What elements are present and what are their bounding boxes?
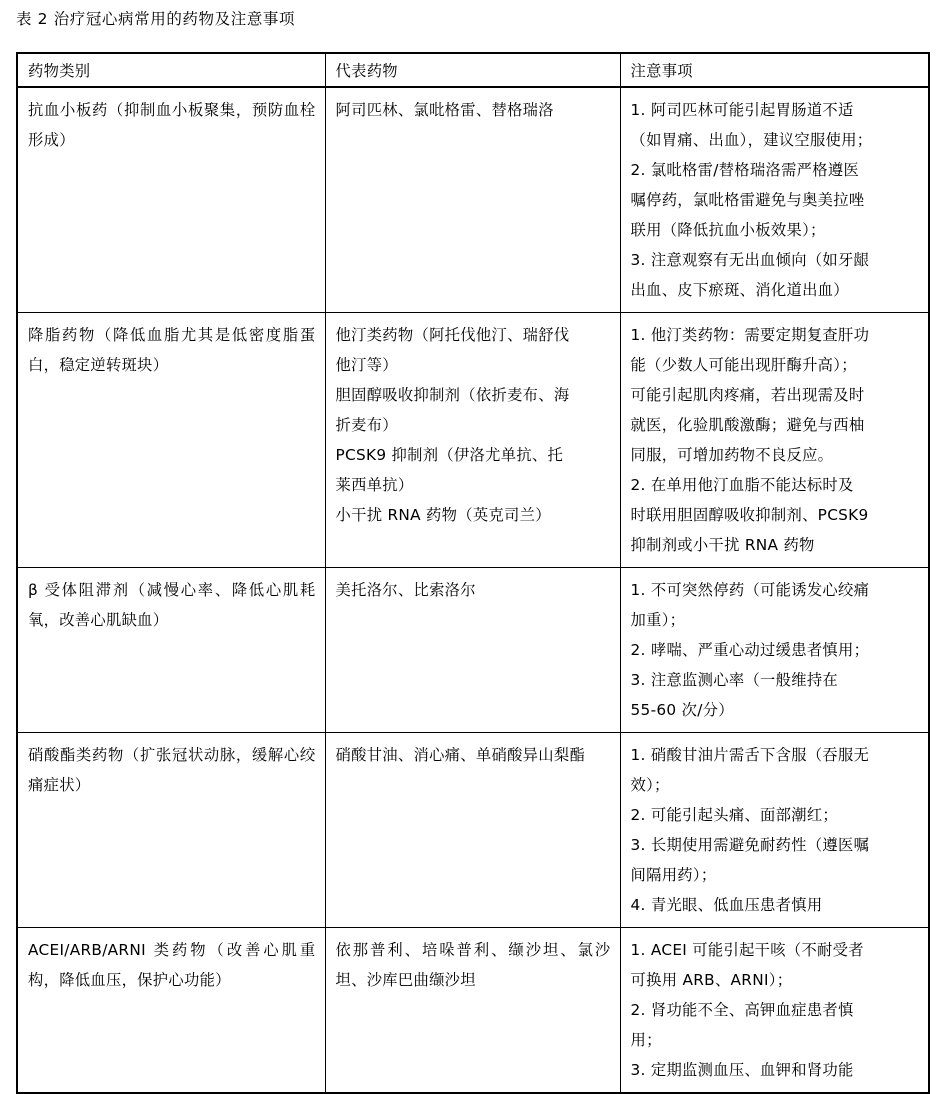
drug-line: 小干扰 RNA 药物（英克司兰） bbox=[335, 506, 551, 524]
note-line: 1. 硝酸甘油片需舌下含服（吞服无 bbox=[630, 746, 870, 764]
note-line: 用； bbox=[630, 1031, 662, 1049]
note-line: 3. 注意观察有无出血倾向（如牙龈 bbox=[630, 251, 870, 269]
note-line: 2. 氯吡格雷/替格瑞洛需严格遵医 bbox=[630, 161, 860, 179]
drug-line: 胆固醇吸收抑制剂（依折麦布、海 bbox=[335, 386, 570, 404]
drug-line: 莱西单抗） bbox=[335, 476, 414, 494]
note-line: 出血、皮下瘀斑、消化道出血） bbox=[630, 281, 849, 299]
cell-category: β 受体阻滞剂（减慢心率、降低心肌耗氧，改善心肌缺血） bbox=[17, 568, 325, 733]
drug-line: 他汀等） bbox=[335, 356, 398, 374]
drug-line: PCSK9 抑制剂（伊洛尤单抗、托 bbox=[335, 446, 564, 464]
cell-notes bbox=[620, 87, 929, 313]
note-line: 3. 注意监测心率（一般维持在 bbox=[630, 671, 839, 689]
note-line: 能（少数人可能出现肝酶升高）； bbox=[630, 356, 857, 374]
table-row bbox=[17, 87, 929, 313]
note-line: 联用（降低抗血小板效果）； bbox=[630, 221, 826, 239]
note-line: 3. 定期监测血压、血钾和肾功能 bbox=[630, 1061, 854, 1079]
note-line: 4. 青光眼、低血压患者慎用 bbox=[630, 896, 823, 914]
cell-category: 抗血小板药（抑制血小板聚集，预防血栓形成） bbox=[17, 87, 325, 313]
cell-notes bbox=[620, 313, 929, 568]
table-container bbox=[16, 52, 928, 1094]
note-line: 1. 不可突然停药（可能诱发心绞痛 bbox=[630, 581, 870, 599]
note-line: 1. ACEI 可能引起干咳（不耐受者 bbox=[630, 941, 864, 959]
cell-notes bbox=[620, 568, 929, 733]
cell-category: 硝酸酯类药物（扩张冠状动脉，缓解心绞痛症状） bbox=[17, 733, 325, 928]
note-line: 抑制剂或小干扰 RNA 药物 bbox=[630, 536, 815, 554]
table-row bbox=[17, 568, 929, 733]
note-line: 可能引起肌肉疼痛，若出现需及时 bbox=[630, 386, 865, 404]
cell-category: 降脂药物（降低血脂尤其是低密度脂蛋白，稳定逆转斑块） bbox=[17, 313, 325, 568]
cell-notes bbox=[620, 733, 929, 928]
cell-category: ACEI/ARB/ARNI 类药物（改善心肌重构，降低血压，保护心功能） bbox=[17, 928, 325, 1094]
note-line: 嘱停药，氯吡格雷避免与奥美拉唑 bbox=[630, 191, 865, 209]
note-line: 1. 阿司匹林可能引起胃肠道不适 bbox=[630, 101, 854, 119]
cell-drugs: 阿司匹林、氯吡格雷、替格瑞洛 bbox=[325, 87, 620, 313]
note-line: 2. 可能引起头痛、面部潮红； bbox=[630, 806, 839, 824]
cell-drugs: 美托洛尔、比索洛尔 bbox=[325, 568, 620, 733]
table-row bbox=[17, 733, 929, 928]
cell-drugs: 依那普利、培哚普利、缬沙坦、氯沙坦、沙库巴曲缬沙坦 bbox=[325, 928, 620, 1094]
note-line: 3. 长期使用需避免耐药性（遵医嘱 bbox=[630, 836, 870, 854]
table-header-row bbox=[17, 53, 929, 87]
note-line: 间隔用药）； bbox=[630, 866, 717, 884]
cell-drugs bbox=[325, 313, 620, 568]
note-line: 时联用胆固醇吸收抑制剂、PCSK9 bbox=[630, 506, 869, 524]
note-line: 2. 在单用他汀血脂不能达标时及 bbox=[630, 476, 854, 494]
table-row bbox=[17, 313, 929, 568]
column-header-drugs: 代表药物 bbox=[325, 53, 620, 87]
note-line: 1. 他汀类药物：需要定期复查肝功 bbox=[630, 326, 870, 344]
note-line: 2. 哮喘、严重心动过缓患者慎用； bbox=[630, 641, 870, 659]
note-line: 效）； bbox=[630, 776, 670, 794]
note-line: 可换用 ARB、ARNI）； bbox=[630, 971, 793, 989]
table-caption: 表 2 治疗冠心病常用的药物及注意事项 bbox=[16, 10, 296, 28]
note-line: 加重）； bbox=[630, 611, 686, 629]
drug-line: 折麦布） bbox=[335, 416, 398, 434]
note-line: 同服，可增加药物不良反应。 bbox=[630, 446, 834, 464]
cell-drugs: 硝酸甘油、消心痛、单硝酸异山梨酯 bbox=[325, 733, 620, 928]
column-header-notes: 注意事项 bbox=[620, 53, 929, 87]
note-line: 就医，化验肌酸激酶；避免与西柚 bbox=[630, 416, 865, 434]
drug-line: 他汀类药物（阿托伐他汀、瑞舒伐 bbox=[335, 326, 570, 344]
note-line: 55-60 次/分） bbox=[630, 701, 734, 719]
note-line: 2. 肾功能不全、高钾血症患者慎 bbox=[630, 1001, 854, 1019]
drug-table bbox=[16, 52, 930, 1094]
cell-notes bbox=[620, 928, 929, 1094]
column-header-category: 药物类别 bbox=[17, 53, 325, 87]
note-line: （如胃痛、出血），建议空服使用； bbox=[630, 131, 873, 149]
table-row bbox=[17, 928, 929, 1094]
